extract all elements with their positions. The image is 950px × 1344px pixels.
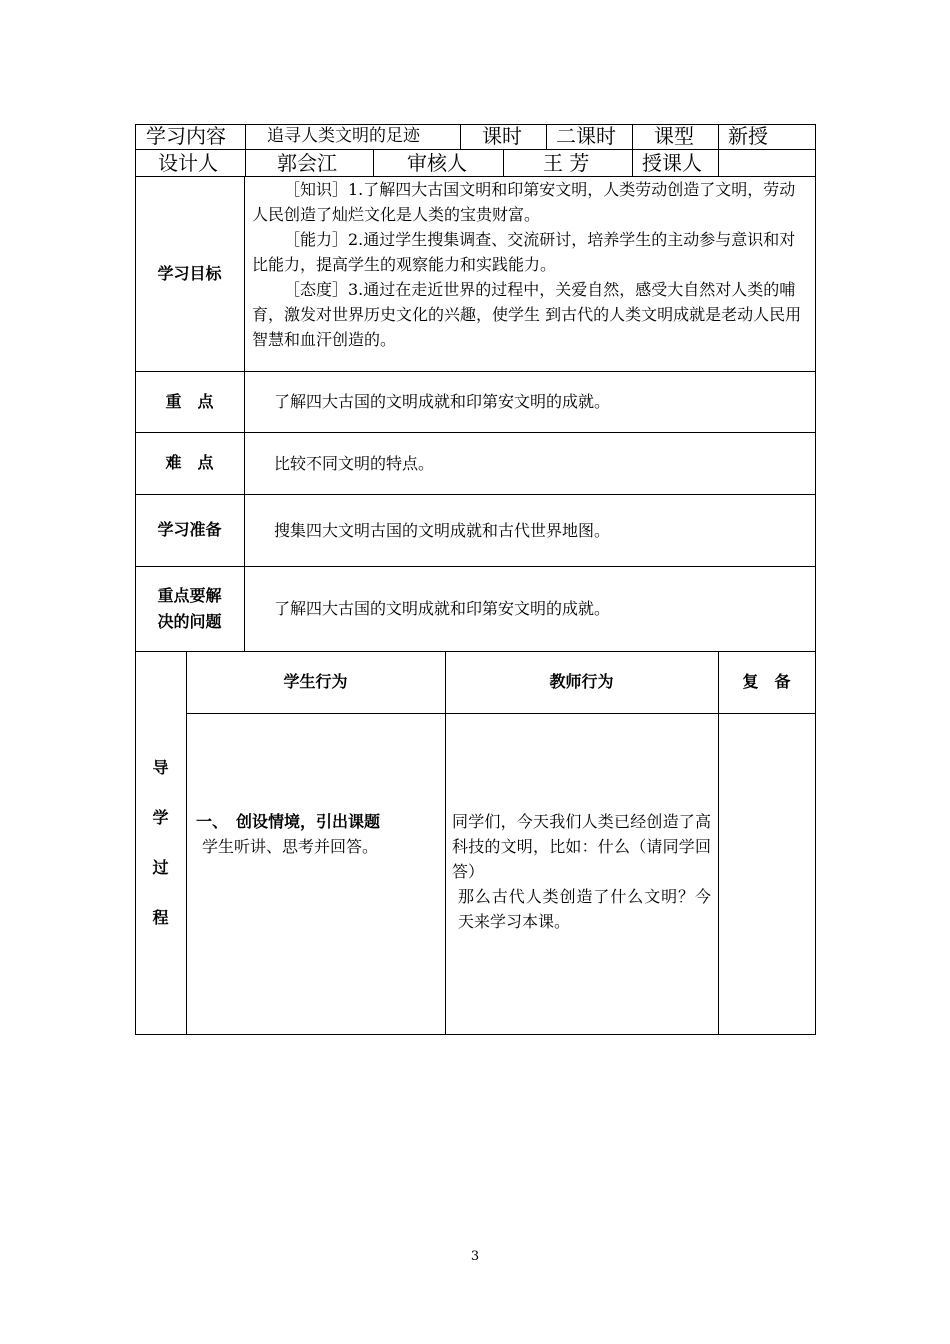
difficulty-text: 比较不同文明的特点。	[274, 453, 435, 473]
teacher-line-2: 那么古代人类创造了什么文明？今天来学习本课。	[458, 887, 711, 931]
student-activity	[196, 809, 442, 859]
reviewer-name: 王 芳	[543, 150, 590, 175]
lesson-topic: 追寻人类文明的足迹	[267, 126, 420, 146]
teacher-label: 授课人	[642, 150, 702, 175]
designer-name: 郭会江	[277, 150, 337, 175]
key-problem-text: 了解四大古国的文明成就和印第安文明的成就。	[274, 599, 611, 618]
type-label: 课型	[654, 124, 694, 148]
student-column-header: 学生行为	[283, 672, 348, 691]
period-label: 课时	[482, 124, 522, 148]
teacher-activity	[452, 809, 711, 934]
type-value: 新授	[728, 124, 768, 148]
key-problem-label-line2: 决的问题	[157, 611, 222, 631]
process-label-char-2: 学	[152, 807, 169, 827]
teacher-column-header: 教师行为	[549, 672, 614, 691]
teacher-line-1: 同学们，今天我们人类已经创造了高科技的文明，比如：什么（请同学回答）	[452, 812, 711, 881]
page-number: 3	[470, 1249, 480, 1264]
preparation-text: 搜集四大文明古国的文明成就和古代世界地图。	[274, 520, 611, 540]
student-text: 学生听讲、思考并回答。	[202, 837, 379, 856]
process-label-char-4: 程	[152, 907, 169, 927]
difficulty-label: 难 点	[165, 453, 214, 472]
key-point-text: 了解四大古国的文明成就和印第安文明的成就。	[274, 392, 611, 411]
section-title: 一、 创设情境，引出课题	[196, 812, 381, 831]
objective-attitude: ［态度］3.通过在走近世界的过程中，关爱自然，感受大自然对人类的哺育，激发对世界历史文化的兴趣，使学生 到古代的人类文明成就是老动人民用智慧和血汗创造的。	[252, 280, 802, 349]
objective-ability: ［能力］2.通过学生搜集调查、交流研讨，培养学生的主动参与意识和对比能力，提高学生的观察能力和实践能力。	[252, 230, 796, 274]
key-point-label: 重 点	[165, 391, 214, 411]
key-problem-label-line1: 重点要解	[157, 585, 222, 605]
content-label: 学习内容	[146, 124, 226, 148]
preparation-label: 学习准备	[157, 520, 222, 539]
period-value: 二课时	[556, 124, 616, 148]
process-label	[135, 651, 186, 1034]
objectives-label: 学习目标	[157, 263, 222, 283]
review-column-header: 复 备	[742, 672, 791, 691]
process-label-char-1: 导	[152, 757, 169, 777]
key-problem-label	[135, 566, 244, 651]
reviewer-label: 审核人	[407, 150, 467, 175]
designer-label: 设计人	[158, 150, 218, 175]
objective-knowledge: ［知识］1.了解四大古国文明和印第安文明，人类劳动创造了文明，劳动人民创造了灿烂文化是人类的宝贵财富。	[252, 180, 796, 224]
objectives-list	[252, 177, 810, 352]
process-label-char-3: 过	[152, 857, 169, 877]
